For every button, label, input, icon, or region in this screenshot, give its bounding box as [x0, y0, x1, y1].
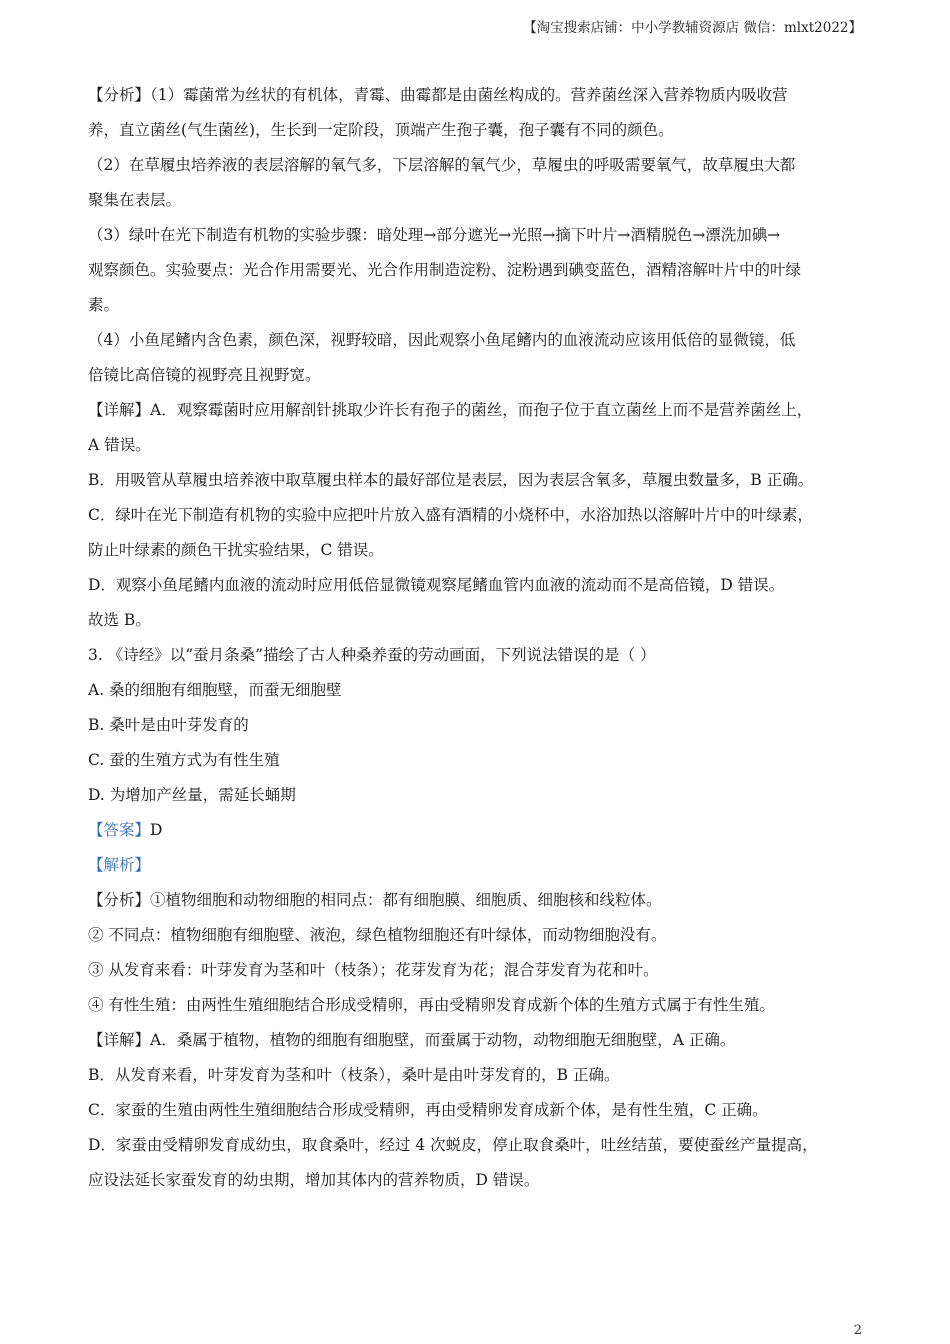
option-b: B. 桑叶是由叶芽发育的 [88, 716, 249, 734]
text-line: 【详解】A．观察霉菌时应用解剖针挑取少许长有孢子的菌丝，而孢子位于直立菌丝上而不是营养菌丝上， [88, 401, 813, 419]
text-line: （2）在草履虫培养液的表层溶解的氧气多，下层溶解的氧气少，草履虫的呼吸需要氧气，故草履虫大都 [88, 156, 796, 174]
text-line: 观察颜色。实验要点：光合作用需要光、光合作用制造淀粉、淀粉遇到碘变蓝色，酒精溶解叶片中的叶绿 [88, 261, 802, 279]
text-line: ③ 从发育来看：叶芽发育为茎和叶（枝条）；花芽发育为花；混合芽发育为花和叶。 [88, 961, 659, 979]
text-line: 【分析】①植物细胞和动物细胞的相同点：都有细胞膜、细胞质、细胞核和线粒体。 [88, 891, 662, 909]
text-line: B．从发育来看，叶芽发育为茎和叶（枝条），桑叶是由叶芽发育的，B 正确。 [88, 1066, 620, 1084]
text-line: A 错误。 [88, 436, 151, 454]
text-line: C．家蚕的生殖由两性生殖细胞结合形成受精卵，再由受精卵发育成新个体，是有性生殖，C 正确。 [88, 1101, 768, 1119]
text-line: ② 不同点：植物细胞有细胞壁、液泡，绿色植物细胞还有叶绿体，而动物细胞没有。 [88, 926, 667, 944]
text-line: 【分析】（1）霉菌常为丝状的有机体，青霉、曲霉都是由菌丝构成的。营养菌丝深入营养物质内吸收营 [88, 86, 788, 104]
text-line: 素。 [88, 296, 120, 314]
text-line: （4）小鱼尾鳍内含色素，颜色深，视野较暗，因此观察小鱼尾鳍内的血液流动应该用低倍的显微镜，低 [88, 331, 796, 349]
text-line: 故选 B。 [88, 611, 151, 629]
text-line: （3）绿叶在光下制造有机物的实验步骤：暗处理→部分遮光→光照→摘下叶片→酒精脱色→漂洗加碘→ [88, 226, 781, 244]
option-c: C. 蚕的生殖方式为有性生殖 [88, 751, 280, 769]
text-line: 聚集在表层。 [88, 191, 182, 209]
header-note: 【淘宝搜索店铺：中小学教辅资源店 微信：mlxt2022】 [523, 20, 862, 36]
text-line: D．观察小鱼尾鳍内血液的流动时应用低倍显微镜观察尾鳍血管内血液的流动而不是高倍镜，D 错误。 [88, 576, 785, 594]
text-line: C．绿叶在光下制造有机物的实验中应把叶片放入盛有酒精的小烧杯中，水浴加热以溶解叶片中的叶绿素， [88, 506, 813, 524]
option-d: D. 为增加产丝量，需延长蛹期 [88, 786, 296, 804]
text-line: 防止叶绿素的颜色干扰实验结果，C 错误。 [88, 541, 384, 559]
text-line: ④ 有性生殖：由两性生殖细胞结合形成受精卵，再由受精卵发育成新个体的生殖方式属于有性生殖。 [88, 996, 775, 1014]
answer-value: D [150, 821, 163, 839]
text-line: B．用吸管从草履虫培养液中取草履虫样本的最好部位是表层，因为表层含氧多，草履虫数量多，B 正确。 [88, 471, 814, 489]
question-stem: 3. 《诗经》以“蚕月条桑”描绘了古人种桑养蚕的劳动画面，下列说法错误的是（ ） [88, 646, 656, 664]
page-number: 2 [853, 1323, 862, 1338]
text-line: 【详解】A．桑属于植物，植物的细胞有细胞壁，而蚕属于动物，动物细胞无细胞壁，A 正确。 [88, 1031, 736, 1049]
text-line: D．家蚕由受精卵发育成幼虫，取食桑叶，经过 4 次蜕皮，停止取食桑叶，吐丝结茧，要使蚕丝产量提高， [88, 1136, 818, 1154]
answer-line [88, 813, 864, 848]
text-line: 养，直立菌丝(气生菌丝)，生长到一定阶段，顶端产生孢子囊，孢子囊有不同的颜色。 [88, 121, 674, 139]
answer-label: 【答案】 [88, 821, 151, 839]
document-body [88, 78, 864, 1198]
text-line: 应设法延长家蚕发育的幼虫期，增加其体内的营养物质，D 错误。 [88, 1171, 540, 1189]
text-line: 倍镜比高倍镜的视野亮且视野宽。 [88, 366, 321, 384]
analysis-label: 【解析】 [88, 856, 151, 874]
option-a: A. 桑的细胞有细胞壁，而蚕无细胞壁 [88, 681, 342, 699]
